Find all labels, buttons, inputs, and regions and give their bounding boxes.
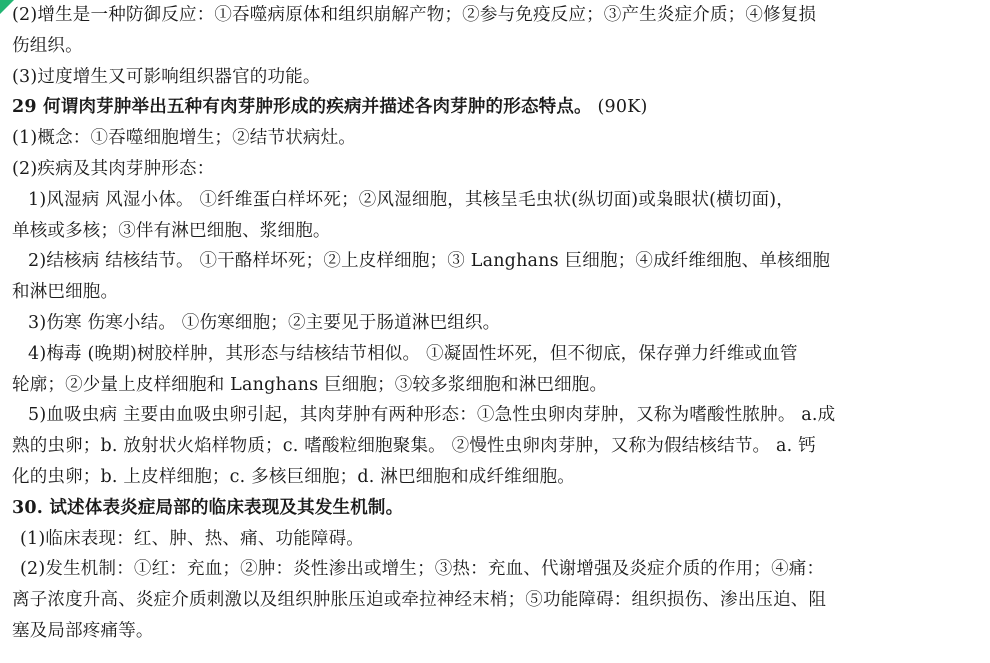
text-line: (2)增生是一种防御反应：①吞噬病原体和组织崩解产物；②参与免疫反应；③产生炎症介质；④修复损 (12, 5, 817, 25)
text-line: (1)临床表现：红、肿、热、痛、功能障碍。 (20, 528, 364, 549)
text-line: 单核或多核；③伴有淋巴细胞、浆细胞。 (12, 220, 331, 241)
text-line: 5)血吸虫病 主要由血吸虫卵引起，其肉芽肿有两种形态：①急性虫卵肉芽肿，又称为嗜酸性脓肿。 a.成 (28, 405, 836, 426)
text-line: 熟的虫卵；b. 放射状火焰样物质；c. 嗜酸粒细胞聚集。 ②慢性虫卵肉芽肿，又称为假结核结节。 a. 钙 (12, 436, 816, 457)
text-line: 轮廓；②少量上皮样细胞和 Langhans 巨细胞；③较多浆细胞和淋巴细胞。 (12, 374, 608, 395)
text-line: 2)结核病 结核结节。 ①干酪样坏死；②上皮样细胞；③ Langhans 巨细胞；④成纤维细胞、单核细胞 (28, 251, 831, 272)
text-line: 3)伤寒 伤寒小结。 ①伤寒细胞；②主要见于肠道淋巴组织。 (28, 312, 501, 333)
text-line: 和淋巴细胞。 (12, 282, 119, 303)
document-body (12, 0, 984, 647)
text-line: 塞及局部疼痛等。 (12, 620, 154, 641)
text-line: 离子浓度升高、炎症介质刺激以及组织肿胀压迫或牵拉神经末梢；⑤功能障碍：组织损伤、渗出压迫、阻 (12, 590, 827, 611)
text-line: 化的虫卵；b. 上皮样细胞；c. 多核巨细胞；d. 淋巴细胞和成纤维细胞。 (12, 466, 575, 487)
text-line: (2)发生机制：①红：充血；②肿：炎性渗出或增生；③热：充血、代谢增强及炎症介质的作用；④痛： (20, 559, 825, 580)
question-30-heading: 30. 试述体表炎症局部的临床表现及其发生机制。 (12, 497, 404, 518)
text-line: (3)过度增生又可影响组织器官的功能。 (12, 66, 321, 87)
question-29-title: 29 何谓肉芽肿举出五种有肉芽肿形成的疾病并描述各肉芽肿的形态特点。 (12, 97, 592, 118)
text-line: (1)概念：①吞噬细胞增生；②结节状病灶。 (12, 128, 356, 149)
text-line: (2)疾病及其肉芽肿形态： (12, 158, 215, 179)
question-29-tag: (90K) (591, 97, 648, 118)
question-29-heading (12, 92, 984, 123)
text-line: 伤组织。 (12, 35, 83, 56)
text-line: 4)梅毒 (晚期)树胶样肿，其形态与结核结节相似。 ①凝固性坏死，但不彻底，保存弹力纤维或血管 (28, 343, 798, 364)
text-line: 1)风湿病 风湿小体。 ①纤维蛋白样坏死；②风湿细胞，其核呈毛虫状(纵切面)或枭眼状(横切面)， (28, 189, 794, 210)
